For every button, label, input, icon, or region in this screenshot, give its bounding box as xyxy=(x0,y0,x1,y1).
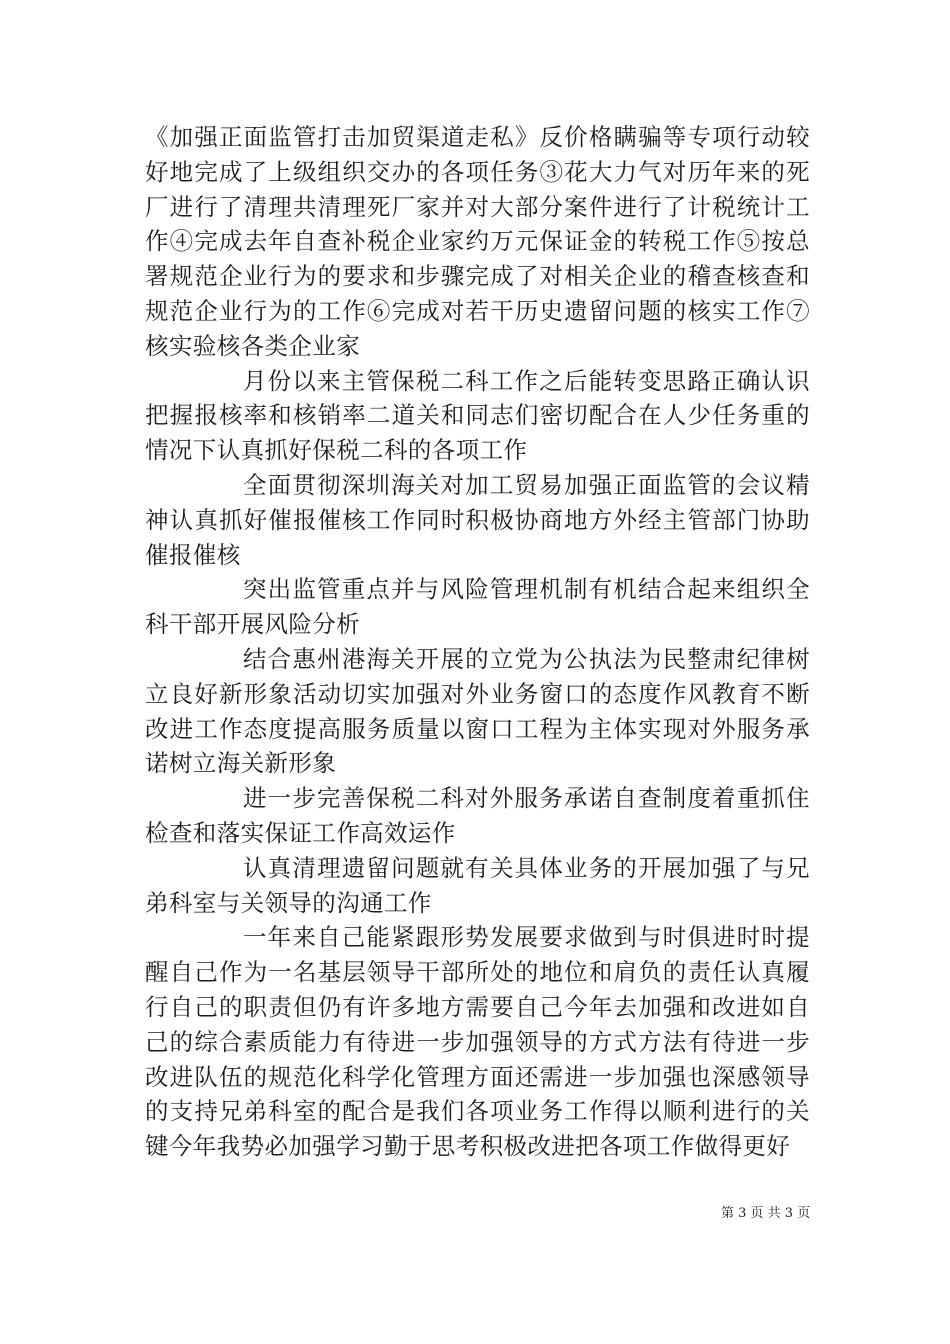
paragraph: 月份以来主管保税二科工作之后能转变思路正确认识把握报核率和核销率二道关和同志们密切配合在人少任务重的情况下认真抓好保税二科的各项工作 xyxy=(145,366,810,465)
paragraph: 认真清理遗留问题就有关具体业务的开展加强了与兄弟科室与关领导的沟通工作 xyxy=(145,853,810,917)
page-number-footer: 第 3 页 共 3 页 xyxy=(721,1206,811,1221)
document-body xyxy=(145,120,810,1164)
paragraph: 一年来自己能紧跟形势发展要求做到与时俱进时时提醒自己作为一名基层领导干部所处的地位和肩负的责任认真履行自己的职责但仍有许多地方需要自己今年去加强和改进如自己的综合素质能力有待进一步加强领导的方式方法有待进一步改进队伍的规范化科学化管理方面还需进一步加强也深感领导的支持兄弟科室的配合是我们各项业务工作得以顺利进行的关键今年我势必加强学习勤于思考积极改进把各项工作做得更好 xyxy=(145,923,810,1161)
paragraph-continuation: 《加强正面监管打击加贸渠道走私》反价格瞒骗等专项行动较好地完成了上级组织交办的各项任务③花大力气对历年来的死厂进行了清理共清理死厂家并对大部分案件进行了计税统计工作④完成去年自查补税企业家约万元保证金的转税工作⑤按总署规范企业行为的要求和步骤完成了对相关企业的稽查核查和规范企业行为的工作⑥完成对若干历史遗留问题的核实工作⑦核实验核各类企业家 xyxy=(145,123,810,360)
paragraph: 结合惠州港海关开展的立党为公执法为民整肃纪律树立良好新形象活动切实加强对外业务窗口的态度作风教育不断改进工作态度提高服务质量以窗口工程为主体实现对外服务承诺树立海关新形象 xyxy=(145,644,810,778)
paragraph: 突出监管重点并与风险管理机制有机结合起来组织全科干部开展风险分析 xyxy=(145,575,810,639)
paragraph: 进一步完善保税二科对外服务承诺自查制度着重抓住检查和落实保证工作高效运作 xyxy=(145,784,810,847)
paragraph: 全面贯彻深圳海关对加工贸易加强正面监管的会议精神认真抓好催报催核工作同时积极协商地方外经主管部门协助催报催核 xyxy=(145,470,810,569)
